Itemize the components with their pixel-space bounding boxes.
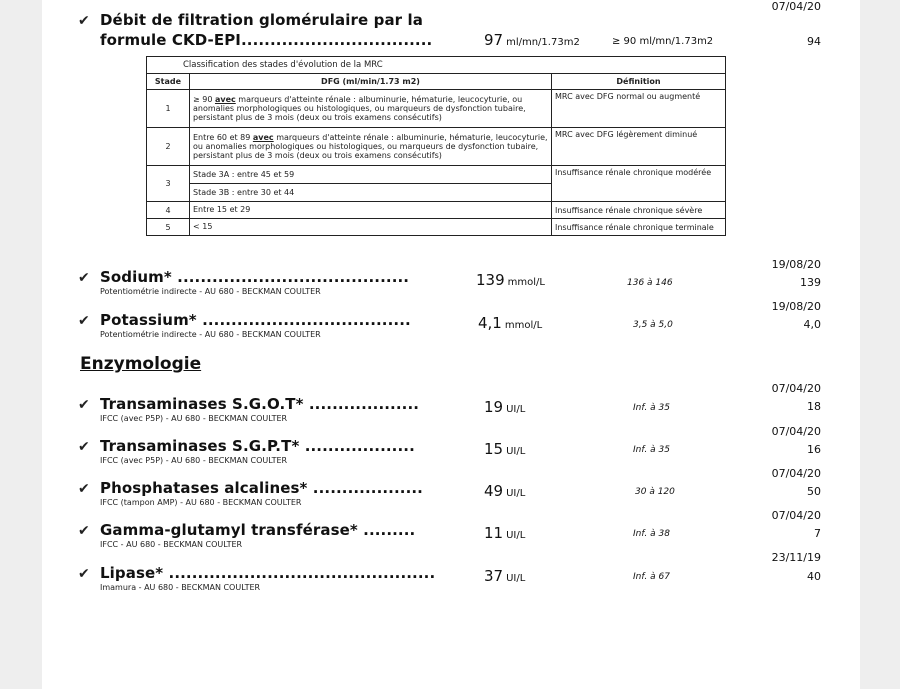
gfr-result (484, 30, 580, 49)
gfr-title-line2: formule CKD-EPI................................. (100, 31, 433, 49)
table-row (147, 128, 726, 166)
potassium-date: 19/08/20 (771, 300, 821, 313)
pal-date: 07/04/20 (771, 467, 821, 480)
dfg-cell: < 15 (190, 219, 552, 236)
sodium-result: 139 mmol/L (476, 271, 545, 289)
gfr-value: 97 (484, 31, 504, 49)
potassium-method: Potentiométrie indirecte - AU 680 - BECKMAN COULTER (100, 330, 321, 339)
sgot-name: Transaminases S.G.O.T* ................... (100, 395, 420, 413)
sgot-date: 07/04/20 (771, 382, 821, 395)
check-icon: ✔ (78, 397, 90, 413)
lipase-method: Imamura - AU 680 - BECKMAN COULTER (100, 583, 261, 592)
pal-result: 49 UI/L (484, 482, 526, 500)
header-dfg: DFG (ml/min/1.73 m2) (190, 74, 552, 90)
check-icon: ✔ (78, 13, 90, 29)
header-definition: Définition (552, 74, 726, 90)
table-row (147, 166, 726, 184)
section-title-enzymologie: Enzymologie (80, 354, 202, 374)
potassium-reference: 3,5 à 5,0 (633, 320, 673, 330)
stade-cell: 5 (147, 219, 190, 236)
definition-cell: Insuffisance rénale chronique sévère (552, 202, 726, 219)
sgot-method: IFCC (avec P5P) - AU 680 - BECKMAN COULTER (100, 414, 288, 423)
mrc-classification-table (146, 56, 726, 236)
dfg-cell: Stade 3B : entre 30 et 44 (190, 184, 552, 202)
header-stade: Stade (147, 74, 190, 90)
gfr-unit: ml/mn/1.73m2 (506, 37, 580, 48)
check-icon: ✔ (78, 439, 90, 455)
sgot-previous: 18 (807, 400, 821, 413)
ggt-date: 07/04/20 (771, 509, 821, 522)
definition-cell: Insuffisance rénale chronique modérée (552, 166, 726, 202)
definition-cell: MRC avec DFG normal ou augmenté (552, 90, 726, 128)
sgpt-date: 07/04/20 (771, 425, 821, 438)
gfr-date: 07/04/20 (771, 0, 821, 13)
stade-cell: 2 (147, 128, 190, 166)
potassium-result: 4,1 mmol/L (478, 314, 543, 332)
sgpt-name: Transaminases S.G.P.T* ................... (100, 437, 415, 455)
stade-cell: 4 (147, 202, 190, 219)
sgpt-result: 15 UI/L (484, 440, 526, 458)
gfr-reference: ≥ 90 ml/mn/1.73m2 (612, 36, 714, 47)
table-row (147, 90, 726, 128)
lipase-name: Lipase* .............................................. (100, 564, 436, 582)
lipase-date: 23/11/19 (771, 551, 821, 564)
lipase-result: 37 UI/L (484, 567, 526, 585)
sgpt-method: IFCC (avec P5P) - AU 680 - BECKMAN COULTER (100, 456, 288, 465)
sodium-method: Potentiométrie indirecte - AU 680 - BECKMAN COULTER (100, 287, 321, 296)
sgot-result: 19 UI/L (484, 398, 526, 416)
pal-method: IFCC (tampon AMP) - AU 680 - BECKMAN COULTER (100, 498, 302, 507)
lipase-reference: Inf. à 67 (633, 572, 670, 582)
table-row (147, 219, 726, 236)
dfg-cell: ≥ 90 avec marqueurs d'atteinte rénale : albuminurie, hématurie, leucocyturie, ou anomalies morphologiques ou histologiques, ou marqueurs de dysfonction tubaire, persistant plus de 3 mois (deux ou trois examens consécutifs) (190, 90, 552, 128)
lipase-previous: 40 (807, 570, 821, 583)
check-icon: ✔ (78, 481, 90, 497)
check-icon: ✔ (78, 566, 90, 582)
gfr-previous: 94 (807, 35, 821, 48)
sodium-date: 19/08/20 (771, 258, 821, 271)
definition-cell: Insuffisance rénale chronique terminale (552, 219, 726, 236)
stade-cell: 3 (147, 166, 190, 202)
sgpt-previous: 16 (807, 443, 821, 456)
ggt-method: IFCC - AU 680 - BECKMAN COULTER (100, 540, 243, 549)
pal-reference: 30 à 120 (635, 487, 675, 497)
dfg-cell: Entre 15 et 29 (190, 202, 552, 219)
ggt-reference: Inf. à 38 (633, 529, 670, 539)
pal-previous: 50 (807, 485, 821, 498)
pal-name: Phosphatases alcalines* ................... (100, 479, 423, 497)
table-caption: Classification des stades d'évolution de la MRC (147, 57, 726, 74)
ggt-name: Gamma-glutamyl transférase* ......... (100, 521, 416, 539)
ggt-previous: 7 (814, 527, 821, 540)
sodium-reference: 136 à 146 (627, 278, 673, 288)
dfg-cell: Stade 3A : entre 45 et 59 (190, 166, 552, 184)
potassium-name: Potassium* .................................... (100, 311, 411, 329)
definition-cell: MRC avec DFG légèrement diminué (552, 128, 726, 166)
dfg-cell: Entre 60 et 89 avec marqueurs d'atteinte rénale : albuminurie, hématurie, leucocyturie, ou anomalies morphologiques ou histologiques, ou marqueurs de dysfonction tubaire, persistant plus de 3 mois (deux ou trois examens consécutifs) (190, 128, 552, 166)
sgpt-reference: Inf. à 35 (633, 445, 670, 455)
stade-cell: 1 (147, 90, 190, 128)
gfr-title-line1: Débit de filtration glomérulaire par la (100, 11, 423, 29)
check-icon: ✔ (78, 523, 90, 539)
table-row (147, 202, 726, 219)
potassium-previous: 4,0 (803, 318, 821, 331)
ggt-result: 11 UI/L (484, 524, 526, 542)
sodium-previous: 139 (800, 276, 821, 289)
check-icon: ✔ (78, 313, 90, 329)
sodium-name: Sodium* ........................................ (100, 268, 410, 286)
sgot-reference: Inf. à 35 (633, 403, 670, 413)
check-icon: ✔ (78, 270, 90, 286)
